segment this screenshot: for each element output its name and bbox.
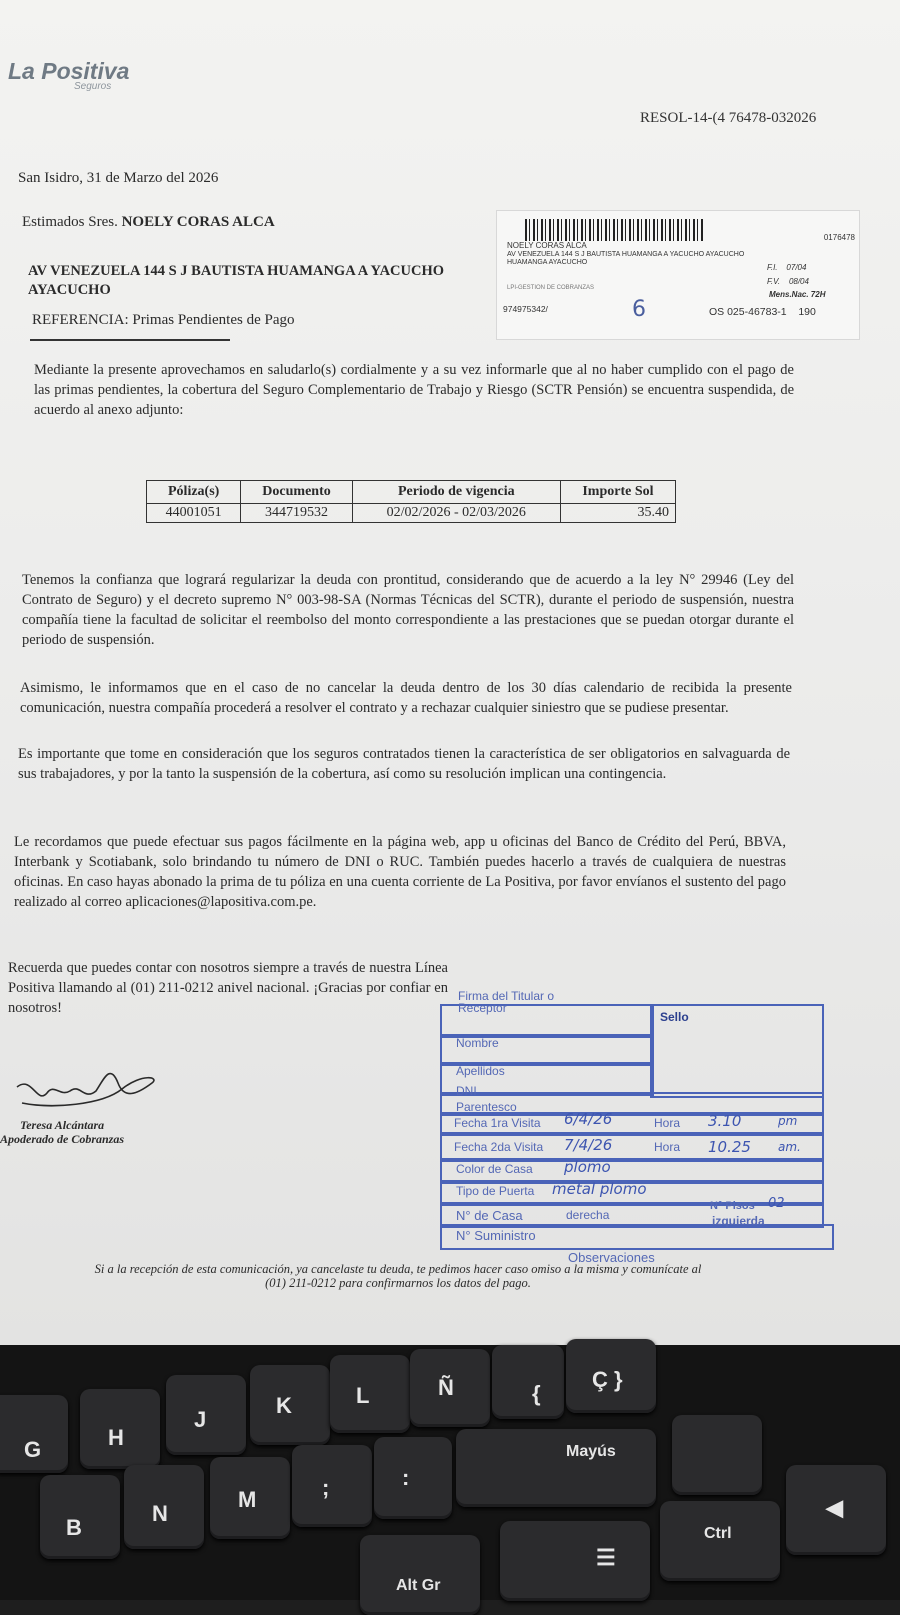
mailing-label (496, 210, 860, 340)
premium-table (146, 480, 676, 523)
key-h: H (80, 1389, 160, 1469)
table-cell: 44001051 (147, 504, 241, 523)
key-arrow-up (672, 1415, 762, 1495)
key-j: J (166, 1375, 246, 1455)
table-cell: 344719532 (241, 504, 352, 523)
label-handwritten-number: 6 (632, 297, 646, 322)
fecha2-label: Fecha 2da Visita (454, 1140, 544, 1154)
table-header: Periodo de vigencia (352, 481, 560, 504)
key-n-tilde: Ñ (410, 1349, 490, 1427)
signature-icon (12, 1065, 162, 1115)
key-menu (500, 1521, 650, 1601)
puerta-value: metal plomo (552, 1180, 647, 1198)
key-alt-gr: Alt Gr (360, 1535, 480, 1615)
paragraph-cancel: Asimismo, le informamos que en el caso de no cancelar la deuda dentro de los 30 días calendario de recibida la presente comunicación, nuestra compañía procederá a resolver el contrato y a rechazar cualquier siniestro que se pudiese presentar. (20, 680, 792, 716)
paragraph-intro: Mediante la presente aprovechamos en saludarlo(s) cordialmente y a su vez informarle que al no haber cumplido con el pago de las primas pendientes, la cobertura del Seguro Complementario de Trabajo y Riesgo (SCTR Pensión) se encuentra suspendida, de acuerdo al anexo adjunto: (34, 362, 794, 418)
paragraph-payments: Le recordamos que puede efectuar sus pagos fácilmente en la página web, app u oficinas del Banco de Crédito del Perú, BBVA, Interbank y Scotiabank, solo brindando tu número de DNI o RUC. También puedes hacerlo a través de cualquiera de nuestras oficinas. En caso hayas abonado la prima de tu póliza en una cuenta corriente de La Positiva, por favor envíanos el sustento del pago realizado al correo aplicaciones@lapositiva.com.pe. (14, 834, 786, 910)
key-colon: : (374, 1437, 452, 1519)
table-header: Documento (241, 481, 352, 504)
table-header: Póliza(s) (147, 481, 241, 504)
reference-underline (30, 339, 230, 341)
menu-icon: ☰ (596, 1545, 616, 1570)
os-number: 190 (798, 306, 816, 318)
hora1-suffix: pm (778, 1114, 798, 1128)
hora2-value: 10.25 (708, 1138, 751, 1156)
sello-label: Sello (660, 1010, 689, 1024)
signer-title: Apoderado de Cobranzas (0, 1132, 125, 1146)
table-cell: 02/02/2026 - 02/03/2026 (352, 504, 560, 523)
suministro-label: N° Suministro (456, 1228, 536, 1243)
table-cell: 35.40 (560, 504, 675, 523)
apellidos-label: Apellidos (456, 1064, 505, 1078)
pisos-label: N° Pisos (710, 1200, 755, 1212)
hora2-suffix: am. (778, 1140, 801, 1154)
fecha2-value: 7/4/26 (564, 1136, 613, 1154)
paragraph-contact: Recuerda que puedes contar con nosotros siempre a través de nuestra Línea Positiva llamando al (01) 211-0212 anivel nacional. ¡Gracias por confiar en nosotros! (8, 960, 448, 1016)
fecha1-value: 6/4/26 (564, 1110, 613, 1128)
hora2-label: Hora (654, 1140, 681, 1154)
footer-line: Si a la recepción de esta comunicación, ya cancelaste tu deuda, te pedimos hacer caso omiso a la misma y comunícate al (94, 1262, 702, 1276)
izquierda-label: izquierda (712, 1214, 765, 1228)
table-header-row (147, 481, 676, 504)
key-brace: { (492, 1345, 564, 1419)
derecha-label: derecha (566, 1208, 610, 1222)
hora-label: Hora (654, 1116, 681, 1130)
label-code: 0176478 (823, 233, 855, 242)
key-k: K (250, 1365, 330, 1445)
key-semicolon: ; (292, 1445, 372, 1527)
fecha1-label: Fecha 1ra Visita (454, 1116, 541, 1130)
label-os-code (709, 306, 816, 318)
hora1-value: 3.10 (708, 1112, 742, 1130)
addressee-name: NOELY CORAS ALCA (121, 214, 275, 230)
footer-line: (01) 211-0212 para confirmarnos los datos del pago. (265, 1276, 531, 1290)
dni-label: DNI (456, 1084, 477, 1098)
paragraph-important: Es importante que tome en consideración que los seguros contratados tienen la característica de ser obligatorios en salvaguarda de sus trabajadores, y por la tanto la suspensión de la cobertura, así como su resolución implican una contingencia. (18, 746, 790, 782)
label-phone: 974975342/ (503, 304, 548, 314)
addressee (22, 214, 275, 231)
label-fv (767, 277, 809, 286)
address-block (28, 262, 444, 300)
keyboard-photo (0, 1345, 900, 1600)
greeting-prefix: Estimados Sres. (22, 214, 118, 230)
resolution-number: RESOL-14-(4 76478-032026 (640, 110, 817, 126)
key-cedilla: Ç } (566, 1339, 656, 1413)
puerta-label: Tipo de Puerta (456, 1184, 535, 1198)
key-arrow-left: ◀ (786, 1465, 886, 1555)
casa-label: N° de Casa (456, 1208, 523, 1223)
color-value: plomo (564, 1158, 611, 1176)
table-header: Importe Sol (560, 481, 675, 504)
observaciones-label: Observaciones (568, 1250, 655, 1265)
label-fi (767, 263, 806, 272)
key-n: N (124, 1465, 204, 1549)
letter-date: San Isidro, 31 de Marzo del 2026 (18, 170, 219, 186)
key-b: B (40, 1475, 120, 1559)
fv-label: F.V. (767, 277, 781, 286)
logo-main-text: La Positiva (8, 58, 130, 84)
fi-date: 07/04 (786, 263, 807, 272)
color-label: Color de Casa (456, 1162, 533, 1176)
table-row (147, 504, 676, 523)
label-service: Mens.Nac. 72H (769, 290, 826, 299)
parentesco-label: Parentesco (456, 1100, 517, 1114)
barcode-icon (525, 219, 705, 241)
footer-note (48, 1262, 748, 1290)
label-address: AV VENEZUELA 144 S J BAUTISTA HUAMANGA A YACUCHO AYACUCHO HUAMANGA AYACUCHO (507, 251, 745, 266)
fv-date: 08/04 (788, 277, 809, 286)
fi-label: F.I. (767, 263, 778, 272)
os-code: OS 025-46783-1 (709, 306, 787, 318)
key-ctrl: Ctrl (660, 1501, 780, 1581)
key-g: G (0, 1395, 68, 1473)
address-line: AYACUCHO (28, 282, 111, 298)
logo-sub-text: Seguros (74, 81, 112, 92)
company-logo (8, 58, 129, 92)
address-line: AV VENEZUELA 144 S J BAUTISTA HUAMANGA A YACUCHO (28, 263, 445, 279)
nombre-label: Nombre (456, 1036, 499, 1050)
signer-name: Teresa Alcántara (20, 1118, 105, 1132)
key-m: M (210, 1457, 290, 1539)
pisos-value: 02 (768, 1196, 785, 1211)
key-shift: Mayús (456, 1429, 656, 1507)
reference-line: REFERENCIA: Primas Pendientes de Pago (32, 312, 295, 328)
delivery-stamp (448, 989, 858, 1276)
key-l: L (330, 1355, 410, 1433)
paragraph-law: Tenemos la confianza que logrará regularizar la deuda con prontitud, considerando que de acuerdo a la ley N° 29946 (Ley del Contrato de Seguro) y el decreto supremo N° 003-98-SA (Normas Técnicas del SCTR), durante el periodo de suspensión, nuestra compañía tiene la facultad de solicitar el reembolso del monto correspondiente a las prestaciones que se puedan otorgar durante el periodo de suspensión. (22, 572, 794, 648)
label-name: NOELY CORAS ALCA (507, 241, 587, 250)
firma-label: Firma del Titular o Receptor (458, 989, 555, 1015)
label-gestion: LPI-GESTION DE COBRANZAS (507, 285, 595, 291)
